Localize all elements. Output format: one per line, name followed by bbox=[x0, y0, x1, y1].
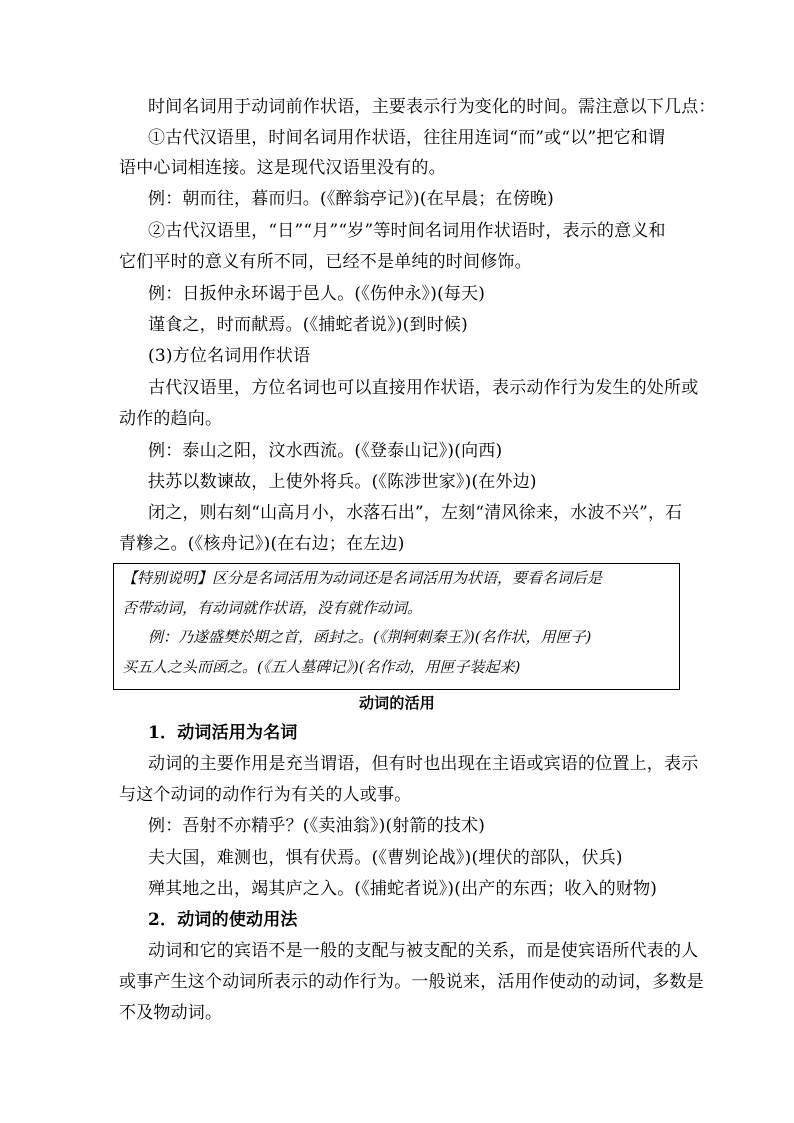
note-line: 例：乃遂盛樊於期之首，函封之。(《荆轲刺秦王》)(名作状，用匣子) bbox=[148, 628, 592, 646]
example-line-cont: 青糁之。(《核舟记》)(在右边；在左边) bbox=[119, 534, 405, 554]
example-line: 殚其地之出，竭其庐之入。(《捕蛇者说》)(出产的东西；收入的财物) bbox=[148, 879, 658, 899]
example-line: 例：吾射不亦精乎？(《卖油翁》)(射箭的技术) bbox=[148, 816, 486, 836]
note-line: 买五人之头而函之。(《五人墓碑记》)(名作动，用匣子装起来) bbox=[122, 658, 521, 676]
paragraph-direction-noun-cont: 动作的趋向。 bbox=[119, 409, 223, 429]
example-line: 夫大国，难测也，惧有伏焉。(《曹刿论战》)(埋伏的部队，伏兵) bbox=[148, 848, 623, 868]
note-line: 否带动词，有动词就作状语，没有就作动词。 bbox=[122, 599, 423, 617]
paragraph-direction-noun: 古代汉语里，方位名词也可以直接用作状语，表示动作行为发生的处所或 bbox=[148, 378, 699, 398]
paragraph-causative-cont: 或事产生这个动词所表示的动作行为。一般说来，活用作使动的动词，多数是 bbox=[119, 972, 704, 992]
paragraph-point-1-cont: 语中心词相连接。这是现代汉语里没有的。 bbox=[119, 158, 446, 178]
example-line: 扶苏以数谏故，上使外将兵。(《陈涉世家》)(在外边) bbox=[148, 472, 537, 492]
example-line: 例：日扳仲永环谒于邑人。(《伤仲永》)(每天) bbox=[148, 284, 486, 304]
paragraph-causative-cont: 不及物动词。 bbox=[119, 1003, 223, 1023]
example-line: 闭之，则右刻“山高月小，水落石出”，左刻“清风徐来，水波不兴”，石 bbox=[148, 503, 683, 523]
paragraph-point-1: ①古代汉语里，时间名词用作状语，往往用连词“而”或“以”把它和谓 bbox=[148, 128, 666, 148]
subsection-heading: 1．动词活用为名词 bbox=[148, 723, 298, 743]
paragraph-point-2: ②古代汉语里，“日”“月”“岁”等时间名词用作状语时，表示的意义和 bbox=[148, 221, 666, 241]
special-note-box bbox=[113, 563, 680, 690]
subsection-heading: (3)方位名词用作状语 bbox=[148, 346, 311, 366]
paragraph-verb-as-noun: 动词的主要作用是充当谓语，但有时也出现在主语或宾语的位置上，表示 bbox=[148, 754, 699, 774]
paragraph-verb-as-noun-cont: 与这个动词的动作行为有关的人或事。 bbox=[119, 785, 412, 805]
paragraph-causative: 动词和它的宾语不是一般的支配与被支配的关系，而是使宾语所代表的人 bbox=[148, 941, 699, 961]
section-heading: 动词的活用 bbox=[358, 694, 435, 712]
note-line: 【特别说明】区分是名词活用为动词还是名词活用为状语，要看名词后是 bbox=[122, 569, 603, 587]
example-line: 例：朝而往，暮而归。(《醉翁亭记》)(在早晨；在傍晚) bbox=[148, 189, 554, 209]
paragraph-time-noun-intro: 时间名词用于动词前作状语，主要表示行为变化的时间。需注意以下几点： bbox=[148, 97, 716, 117]
example-line: 例：泰山之阳，汶水西流。(《登泰山记》)(向西) bbox=[148, 441, 503, 461]
paragraph-point-2-cont: 它们平时的意义有所不同，已经不是单纯的时间修饰。 bbox=[119, 252, 532, 272]
subsection-heading: 2．动词的使动用法 bbox=[148, 910, 298, 930]
example-line: 谨食之，时而献焉。(《捕蛇者说》)(到时候) bbox=[148, 315, 468, 335]
